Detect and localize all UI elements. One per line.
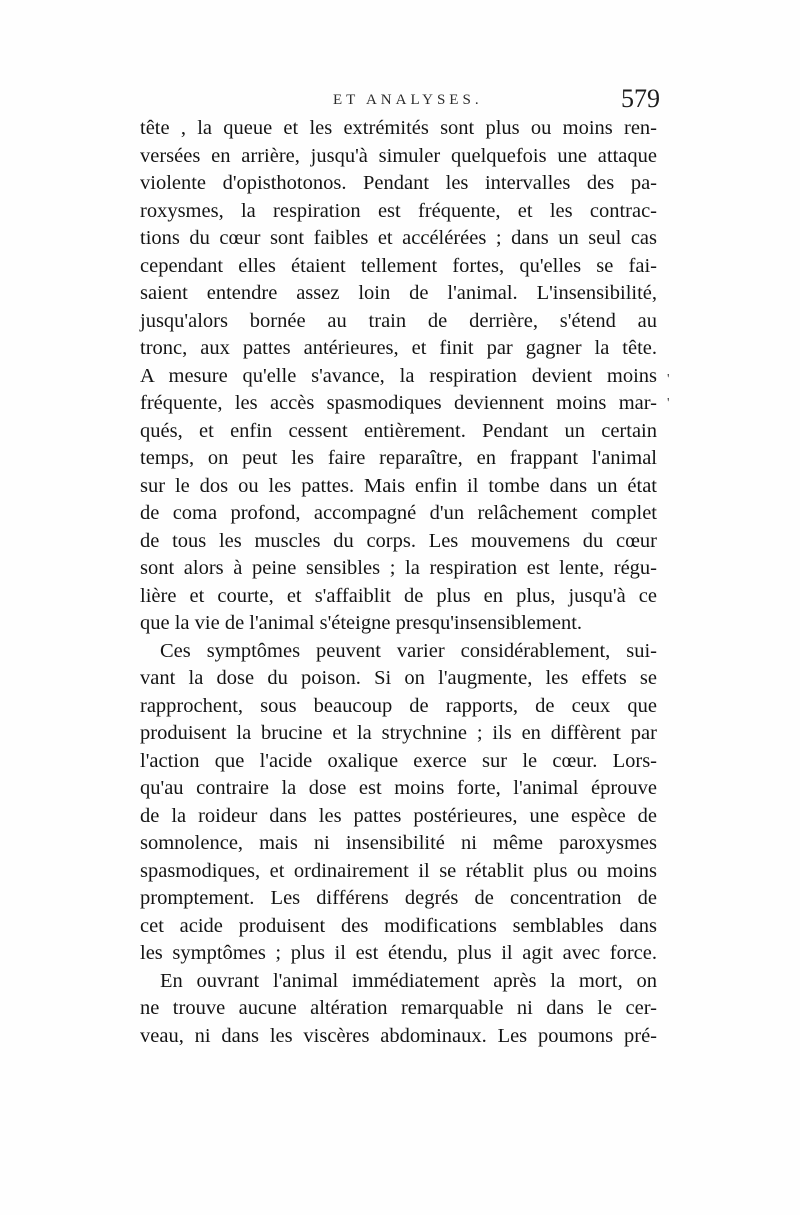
text-line: qués, et enfin cessent entièrement. Pendant un certain bbox=[140, 419, 657, 442]
text-line: de tous les muscles du corps. Les mouvemens du cœur bbox=[140, 529, 657, 552]
text-line: fréquente, les accès spasmodiques deviennent moins mar- bbox=[140, 392, 657, 414]
text-line: de coma profond, accompagné d'un relâchement complet bbox=[140, 502, 657, 524]
margin-mark: ' bbox=[667, 372, 670, 387]
text-line: tions du cœur sont faibles et accélérées ; dans un seul cas bbox=[140, 227, 657, 249]
text-line: que la vie de l'animal s'éteigne presqu'insensiblement. bbox=[140, 612, 583, 634]
text-line: saient entendre assez loin de l'animal. L'insensibilité, bbox=[140, 282, 657, 304]
paragraph-start-line: Ces symptômes peuvent varier considérablement, sui- bbox=[160, 639, 657, 662]
text-line: sont alors à peine sensibles ; la respiration est lente, régu- bbox=[140, 557, 657, 579]
text-line: ne trouve aucune altération remarquable ni dans le cer- bbox=[140, 997, 657, 1019]
text-line: tronc, aux pattes antérieures, et finit par gagner la tête. bbox=[140, 337, 657, 359]
text-line: roxysmes, la respiration est fréquente, et les contrac- bbox=[140, 199, 657, 222]
text-line: cependant elles étaient tellement fortes, qu'elles se fai- bbox=[140, 254, 657, 277]
text-line: les symptômes ; plus il est étendu, plus il agit avec force. bbox=[140, 942, 657, 964]
text-line: versées en arrière, jusqu'à simuler quelquefois une attaque bbox=[140, 144, 657, 167]
text-line: tête , la queue et les extrémités sont plus ou moins ren- bbox=[140, 117, 657, 139]
paragraph-start-line: En ouvrant l'animal immédiatement après la mort, on bbox=[160, 969, 657, 992]
text-line: cet acide produisent des modifications semblables dans bbox=[140, 914, 657, 937]
text-line: jusqu'alors bornée au train de derrière, s'étend au bbox=[140, 309, 657, 332]
text-line: sur le dos ou les pattes. Mais enfin il tombe dans un état bbox=[140, 474, 657, 497]
text-line: somnolence, mais ni insensibilité ni même paroxysmes bbox=[140, 832, 657, 854]
text-line: de la roideur dans les pattes postérieures, une espèce de bbox=[140, 804, 657, 827]
text-line: produisent la brucine et la strychnine ; ils en diffèrent par bbox=[140, 722, 657, 744]
text-line: l'action que l'acide oxalique exerce sur le cœur. Lors- bbox=[140, 749, 657, 772]
margin-mark: ' bbox=[667, 396, 670, 411]
text-line: lière et courte, et s'affaiblit de plus en plus, jusqu'à ce bbox=[140, 584, 657, 607]
running-head: ET ANALYSES. bbox=[333, 92, 483, 108]
text-line: promptement. Les différens degrés de concentration de bbox=[140, 887, 657, 909]
text-line: rapprochent, sous beaucoup de rapports, de ceux que bbox=[140, 694, 657, 717]
text-line: temps, on peut les faire reparaître, en frappant l'animal bbox=[140, 447, 657, 469]
text-line: violente d'opisthotonos. Pendant les intervalles des pa- bbox=[140, 172, 657, 194]
page-number: 579 bbox=[621, 84, 660, 113]
text-line: veau, ni dans les viscères abdominaux. Les poumons pré- bbox=[140, 1024, 657, 1047]
text-line: A mesure qu'elle s'avance, la respiration devient moins bbox=[140, 364, 657, 387]
text-line: qu'au contraire la dose est moins forte, l'animal éprouve bbox=[140, 777, 657, 799]
text-line: spasmodiques, et ordinairement il se rétablit plus ou moins bbox=[140, 859, 657, 882]
text-line: vant la dose du poison. Si on l'augmente, les effets se bbox=[140, 667, 657, 689]
body-text bbox=[140, 115, 657, 1050]
